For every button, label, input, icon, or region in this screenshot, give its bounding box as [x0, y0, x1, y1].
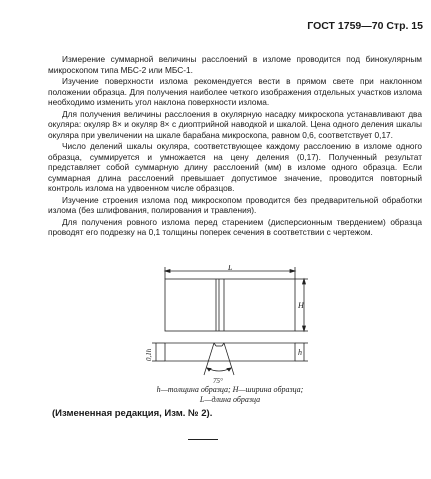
label-thickness: 0,1h	[145, 348, 153, 361]
caption-line: L—длина образца	[199, 395, 261, 404]
specimen-drawing	[140, 265, 310, 385]
paragraph: Для получения величины расслоения в окулярную насадку микроскопа устанавливают два окуляра: окуляр 8× и окуляр 8× с диоптрийной наводкой и шкалой. Цена одного деления шкалы окуляра при увеличении на шкале барабана микроскопа, равном 0,6, соответствует 0,17.	[48, 108, 422, 140]
label-L: L	[228, 265, 233, 272]
paragraph: Изучение строения излома под микроскопом проводится без предварительной обработки излома (без шлифования, полирования и травления).	[48, 194, 422, 215]
paragraph: Измерение суммарной величины расслоений в изломе проводится под бинокулярным микроскопом типа МБС-2 или МБС-1.	[48, 54, 422, 75]
amendment-note: (Измененная редакция, Изм. № 2).	[52, 408, 213, 419]
paragraph: Для получения ровного излома перед старением (дисперсионным твердением) образца проводят его подрезку на 0,1 толщины поперек сечения в соответствии с чертежом.	[48, 216, 422, 237]
paragraph: Число делений шкалы окуляра, соответствующее каждому расслоению в изломе одного образца, суммируется и умножается на цену деления (0,17). Полученный результат представляет собой суммарную длину расслоений (мм) в изломе одного образца. Если суммарная длина расслоений превышает допустимое значение, проводится повторный контроль излома на удвоенном числе образцов.	[48, 141, 422, 193]
label-angle: 75°	[213, 377, 223, 385]
label-H: H	[298, 301, 304, 310]
paragraph: Изучение поверхности излома рекомендуется вести в прямом свете при наклонном положении образца. Для получения наиболее четкого изображения отдельных участков излома необходимо изменить угол наклона поверхности излома.	[48, 76, 422, 107]
page-header: ГОСТ 1759—70 Стр. 15	[307, 20, 423, 32]
figure-caption	[80, 385, 380, 405]
caption-line: h—толщина образца; H—ширина образца;	[156, 385, 304, 394]
divider-rule	[188, 439, 218, 440]
body-text	[48, 54, 422, 239]
label-h: h	[298, 348, 302, 357]
